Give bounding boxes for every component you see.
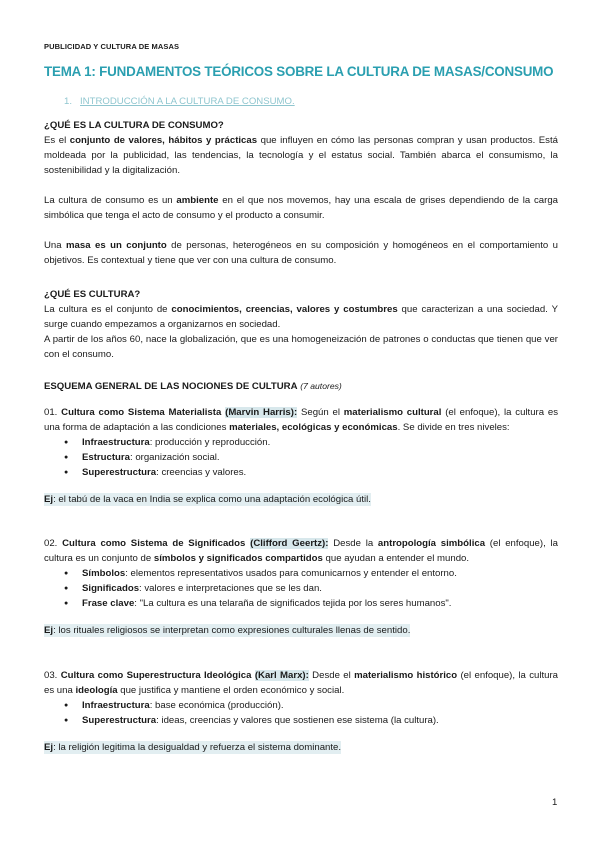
text: (el enfoque), la cultura es una forma de adaptación a las condiciones [44, 407, 559, 433]
text: que caracterizan a una sociedad. Y surge cuando empezamos a organizarnos en sociedad. [44, 304, 558, 330]
example-highlight [44, 493, 371, 506]
heading-esquema: ESQUEMA GENERAL DE LAS NOCIONES DE CULTURA [44, 381, 298, 392]
term: Superestructura [82, 715, 157, 726]
text: (el enfoque), la cultura es una [44, 670, 558, 696]
notion-item-3 [44, 668, 558, 755]
example-line [44, 623, 558, 638]
item-paragraph [44, 405, 558, 435]
text: que ayudan a entender el mundo. [322, 553, 470, 564]
item-number: 02. [44, 538, 58, 549]
running-header: PUBLICIDAD Y CULTURA DE MASAS [44, 42, 180, 51]
text: en el que nos movemos, hay una escala de grises dependiendo de la carga simbólica que tenga el acto de consumo y el producto a consumir. [44, 195, 558, 221]
example-text: : la religión legitima la desigualdad y refuerza el sistema dominante. [53, 742, 342, 753]
text: Una [44, 240, 67, 251]
paragraph [44, 133, 558, 178]
bold-text: antropología simbólica [377, 538, 486, 549]
bold-text: ambiente [176, 195, 219, 206]
example-label: Ej [44, 742, 54, 753]
item-paragraph [44, 536, 558, 566]
item-author: (Marvin Harris): [225, 407, 298, 418]
text: : creencias y valores. [156, 467, 247, 478]
heading-consumo: ¿QUÉ ES LA CULTURA DE CONSUMO? [44, 120, 224, 131]
section-subtitle [64, 96, 295, 107]
section-consumo [44, 118, 558, 268]
bullet-list [44, 566, 558, 611]
text: . Se divide en tres niveles: [397, 422, 510, 433]
text: La cultura de consumo es un [44, 195, 177, 206]
item-title: Cultura como Sistema Materialista [61, 407, 222, 418]
text: que justifica y mantiene el orden económico y social. [117, 685, 345, 696]
example-line [44, 740, 558, 755]
paragraph [44, 238, 558, 268]
item-author: (Karl Marx): [254, 670, 309, 681]
list-item [44, 698, 558, 713]
notion-item-1 [44, 405, 558, 507]
subtitle-text: INTRODUCCIÓN A LA CULTURA DE CONSUMO. [80, 96, 295, 107]
bold-text: masa es un conjunto [66, 240, 167, 251]
item-title: Cultura como Superestructura Ideológica [60, 670, 252, 681]
term: Infraestructura [82, 437, 150, 448]
example-label: Ej [44, 494, 54, 505]
list-item [44, 581, 558, 596]
bold-text: símbolos y significados compartidos [153, 553, 323, 564]
list-item [44, 465, 558, 480]
section-esquema [44, 379, 558, 394]
item-paragraph [44, 668, 558, 698]
text: Desde el [308, 670, 355, 681]
example-text: : los rituales religiosos se interpretan como expresiones culturales llenas de sentido. [53, 625, 411, 636]
term: Significados [82, 583, 140, 594]
term: Frase clave [82, 598, 135, 609]
text: Desde la [328, 538, 378, 549]
section-cultura [44, 287, 558, 362]
text: Es el [44, 135, 70, 146]
list-item [44, 713, 558, 728]
subtitle-number: 1. [64, 96, 73, 107]
bold-text: materiales, ecológicas y económicas [229, 422, 398, 433]
item-number: 01. [44, 407, 58, 418]
bullet-list [44, 698, 558, 728]
term: Superestructura [82, 467, 157, 478]
list-item [44, 450, 558, 465]
term: Símbolos [82, 568, 126, 579]
paragraph [44, 302, 558, 332]
text: : valores e interpretaciones que se les dan. [139, 583, 322, 594]
text: : organización social. [129, 452, 220, 463]
text: : producción y reproducción. [149, 437, 271, 448]
example-highlight [44, 741, 341, 754]
list-item [44, 435, 558, 450]
text: : ideas, creencias y valores que sostienen ese sistema (la cultura). [156, 715, 439, 726]
text: : "La cultura es una telaraña de significados tejida por los seres humanos". [134, 598, 452, 609]
example-text: : el tabú de la vaca en India se explica como una adaptación ecológica útil. [53, 494, 371, 505]
text: : elementos representativos usados para comunicarnos y entender el entorno. [125, 568, 457, 579]
bold-text: conjunto de valores, hábitos y prácticas [69, 135, 258, 146]
item-author: (Clifford Geertz): [250, 538, 329, 549]
text: (el enfoque), la cultura es un conjunto de [44, 538, 558, 564]
paragraph: A partir de los años 60, nace la globalización, que es una homogeneización de patrones o conductas que tienen que ver con el consumo. [44, 334, 558, 360]
list-item [44, 566, 558, 581]
page-title: TEMA 1: FUNDAMENTOS TEÓRICOS SOBRE LA CULTURA DE MASAS/CONSUMO [44, 64, 554, 79]
example-label: Ej [44, 625, 54, 636]
text: La cultura es el conjunto de [44, 304, 172, 315]
bold-text: materialismo histórico [354, 670, 458, 681]
term: Estructura [82, 452, 130, 463]
bold-text: conocimientos, creencias, valores y costumbres [171, 304, 398, 315]
text: Según el [297, 407, 344, 418]
item-title: Cultura como Sistema de Significados [62, 538, 246, 549]
list-item [44, 596, 558, 611]
term: Infraestructura [82, 700, 150, 711]
paragraph [44, 193, 558, 223]
bold-text: materialismo cultural [343, 407, 442, 418]
text: de personas, heterogéneos en su composición y homogéneos en el comportamiento u objetivos. Es contextual y tiene que ver con una cultura de consumo. [44, 240, 559, 266]
bullet-list [44, 435, 558, 480]
heading-cultura: ¿QUÉ ES CULTURA? [44, 289, 141, 300]
text: : base económica (producción). [149, 700, 284, 711]
example-highlight [44, 624, 410, 637]
bold-text: ideología [75, 685, 118, 696]
text: que influyen en cómo las personas compran y usan productos. Está moldeada por la publicidad, las tendencias, la tecnología y el estatus social. También abarca el consumismo, la sostenibilidad y la digitalización. [44, 135, 558, 176]
heading-note: (7 autores) [300, 381, 342, 391]
notion-item-2 [44, 536, 558, 638]
example-line [44, 492, 558, 507]
item-number: 03. [44, 670, 58, 681]
page-number: 1 [552, 797, 558, 808]
